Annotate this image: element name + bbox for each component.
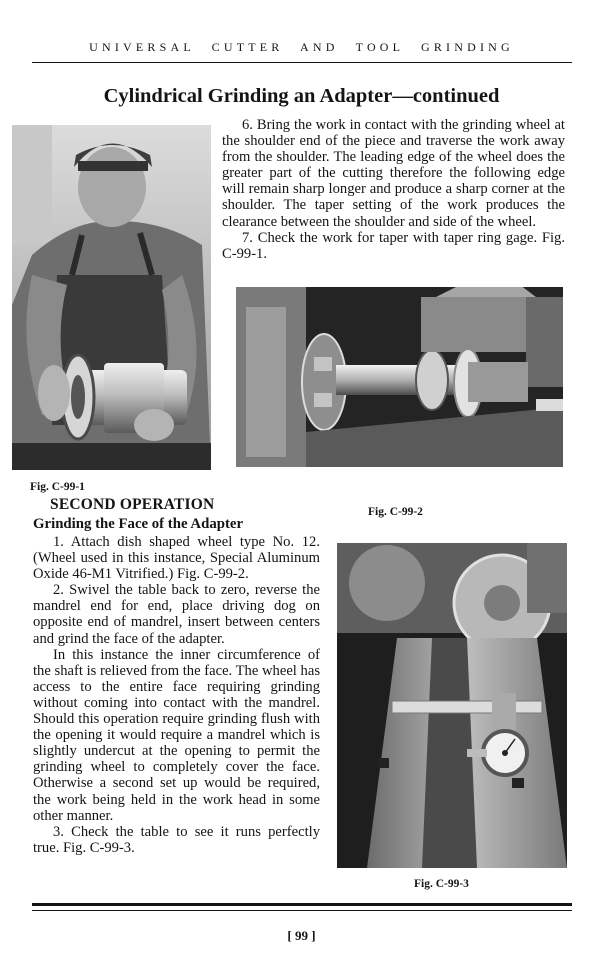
paragraph-step-2: 2. Swivel the table back to zero, reverse the mandrel end for end, place driving dog on opposite end of mandrel, insert between centers and grind the face of the adapter. bbox=[33, 582, 320, 647]
photo-machinist-holding-ring-gage-icon bbox=[12, 125, 211, 470]
second-operation-heading: SECOND OPERATION bbox=[50, 496, 215, 513]
top-text-column bbox=[222, 117, 565, 262]
figure-c-99-3-photo bbox=[337, 543, 567, 868]
page-number: [ 99 ] bbox=[287, 928, 316, 943]
footer-rule-thin bbox=[32, 910, 572, 911]
second-operation-subheading: Grinding the Face of the Adapter bbox=[33, 516, 244, 532]
page-title: Cylindrical Grinding an Adapter—continued bbox=[103, 85, 500, 107]
footer-rule-thick bbox=[32, 903, 572, 906]
header-rule bbox=[32, 62, 572, 63]
paragraph-step-3: 3. Check the table to see it runs perfectly true. Fig. C-99-3. bbox=[33, 823, 320, 856]
figure-c-99-2-photo bbox=[236, 287, 563, 467]
second-operation-text-column bbox=[33, 534, 320, 856]
photo-dish-wheel-grinding-face-icon bbox=[236, 287, 563, 467]
figure-c-99-1-caption: Fig. C-99-1 bbox=[30, 481, 85, 493]
running-head: UNIVERSAL CUTTER AND TOOL GRINDING bbox=[89, 40, 514, 54]
figure-c-99-2-caption: Fig. C-99-2 bbox=[368, 506, 423, 518]
paragraph-step-1: 1. Attach dish shaped wheel type No. 12. (Wheel used in this instance, Special Aluminum Oxide 46-M1 Vitrified.) Fig. C-99-2. bbox=[33, 534, 320, 583]
paragraph-step-6: 6. Bring the work in contact with the grinding wheel at the shoulder end of the piece and traverse the work away from the shoulder. The leading edge of the wheel does the greater part of the cutting therefore the following edge will remain sharp longer and produce a sharp corner at the shoulder. The taper setting of the work produces the clearance between the shoulder and side of the wheel. bbox=[222, 117, 565, 230]
figure-c-99-3-caption: Fig. C-99-3 bbox=[414, 878, 469, 890]
paragraph-step-7: 7. Check the work for taper with taper ring gage. Fig. C-99-1. bbox=[222, 229, 565, 262]
photo-table-test-indicator-icon bbox=[337, 543, 567, 868]
paragraph-instance-note: In this instance the inner circumference of the shaft is relieved from the face. The wheel has access to the entire face requiring grinding without coming into contact with the mandrel. Should this operation require grinding flush with the opening it would require a mandrel which is slightly undercut at the opening to permit the grinding wheel to completely cover the face. Otherwise a second set up would be required, the work being held in the work head in some other manner. bbox=[33, 646, 320, 824]
figure-c-99-1-photo bbox=[12, 125, 211, 470]
